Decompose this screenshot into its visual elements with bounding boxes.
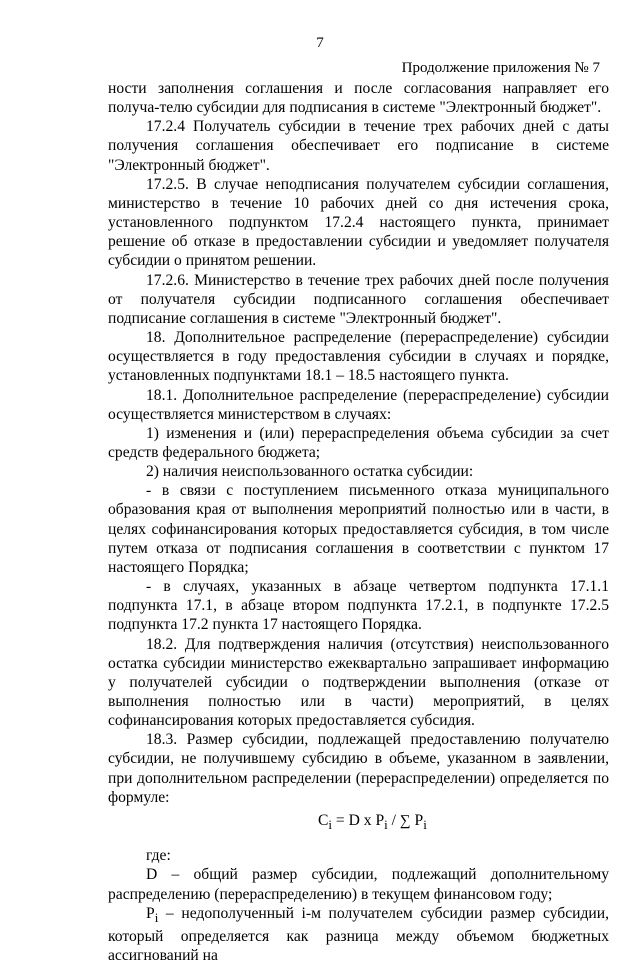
formula-sum-subscript: i [423,817,427,833]
paragraph-17-2-5: 17.2.5. В случае неподписания получателем субсидии соглашения, министерство в течение 10 рабочих дней со дня истечения срока, установленного подпунктом 17.2.4 настоящего пункта, принимает решение об отказе в предоставлении субсидии и уведомляет получателя субсидии о принятом решении. [108,175,609,270]
paragraph-18-3: 18.3. Размер субсидии, подлежащей предоставлению получателю субсидии, не получившему субсидию в объеме, указанном в заявлении, при дополнительном распределении (перераспределении) определяется по формуле: [108,731,609,806]
pi-symbol: P [146,904,155,922]
formula-lhs: C [318,811,329,829]
paragraph-18-1-item-2: 2) наличия неиспользованного остатка субсидии: [146,463,474,481]
subsidy-formula [108,811,609,834]
paragraph-d-definition: D – общий размер субсидии, подлежащий дополнительному распределению (перераспределению) в текущем финансовом году; [108,866,609,903]
paragraph-where: где: [146,847,171,865]
paragraph-17-2-4: 17.2.4 Получатель субсидии в течение трех рабочих дней с даты получения соглашения обеспечивает его подписание в системе "Электронный бюджет". [108,118,609,174]
formula-lhs-subscript: i [328,817,333,833]
paragraph-17-2-6: 17.2.6. Министерство в течение трех рабочих дней после получения от получателя субсидии подписанного соглашения обеспечивает подписание соглашения в системе "Электронный бюджет". [108,271,609,327]
sum-symbol: ∑ [399,812,411,829]
pi-definition-text: – недополученный i-м получателем субсидии размер субсидии, который определяется как разница между объемом бюджетных ассигнований на [108,904,609,965]
paragraph-pi-definition [108,904,609,965]
paragraph-18-2: 18.2. Для подтверждения наличия (отсутствия) неиспользованного остатка субсидии министерство ежеквартально запрашивает информацию у получателей субсидии о подтверждении выполнения (отказе от выполнения полностью или в части) мероприятий, в целях софинансирования которых предоставляется субсидия. [108,635,609,730]
paragraph-18-1-item-1: 1) изменения и (или) перераспределения объема субсидии за счет средств федерального бюджета; [108,424,609,461]
document-body [108,79,609,965]
formula-divide: / [387,811,400,829]
formula-p-subscript: i [384,817,388,833]
page-number: 7 [316,35,324,51]
formula-sum-p: P [410,811,424,829]
pi-subscript: i [154,909,159,925]
paragraph-18-1: 18.1. Дополнительное распределение (перераспределение) субсидии осуществляется министерством в случаях: [108,386,609,423]
paragraph-18-1-dash-2: - в случаях, указанных в абзаце четвертом подпункта 17.1.1 подпункта 17.1, в абзаце втором подпункта 17.2.1, в подпункте 17.2.5 подпункта 17.2 пункта 17 настоящего Порядка. [108,578,609,634]
appendix-continuation-header: Продолжение приложения № 7 [401,60,600,76]
paragraph-0: ности заполнения соглашения и после согласования направляет его получа-телю субсидии для подписания в системе "Электронный бюджет". [108,80,609,117]
formula-equals: = D x P [332,811,385,829]
paragraph-18-1-dash-1: - в связи с поступлением письменного отказа муниципального образования края от выполнения мероприятий полностью или в части, в целях софинансирования которых предоставляется субсидия, в том числе путем отказа от подписания соглашения в соответствии с пунктом 17 настоящего Порядка; [108,482,609,576]
paragraph-18: 18. Дополнительное распределение (перераспределение) субсидии осуществляется в году предоставления субсидии в случаях и порядке, установленных подпунктами 18.1 – 18.5 настоящего пункта. [108,329,609,385]
